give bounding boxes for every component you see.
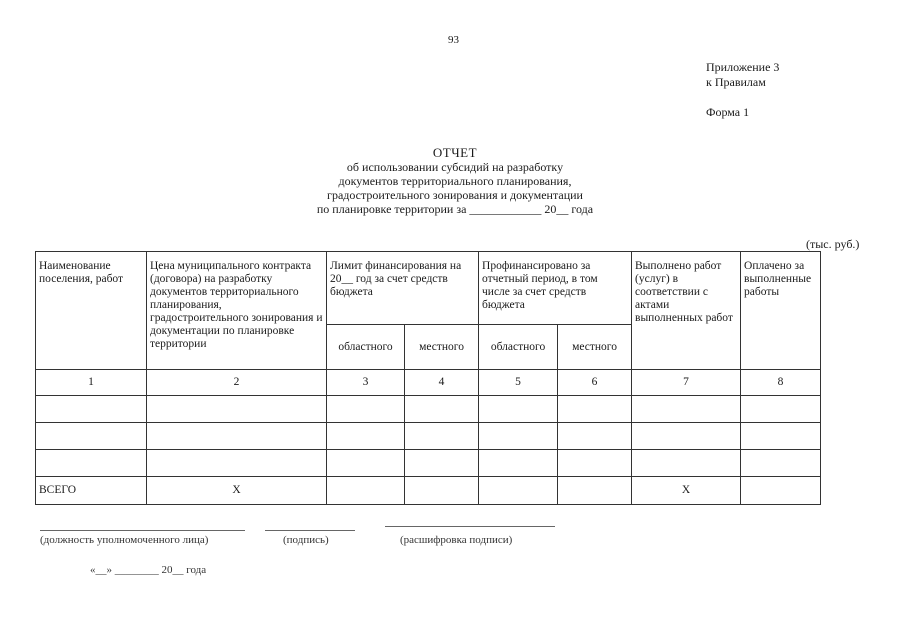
table-cell — [405, 423, 479, 450]
header-paid: Оплачено за выполненные работы — [741, 252, 821, 370]
table-cell — [147, 450, 327, 477]
table-cell — [327, 477, 405, 505]
table-cell — [479, 423, 558, 450]
total-row — [36, 477, 821, 505]
decoding-caption: (расшифровка подписи) — [400, 534, 513, 546]
table-cell — [405, 477, 479, 505]
table-row — [36, 423, 821, 450]
column-number: 4 — [405, 370, 479, 396]
report-title-main: ОТЧЕТ — [432, 145, 478, 160]
table-cell — [479, 396, 558, 423]
column-number: 2 — [147, 370, 327, 396]
table-cell — [632, 450, 741, 477]
units-label: (тыс. руб.) — [806, 237, 860, 251]
report-title — [250, 146, 660, 216]
column-number-row — [36, 370, 821, 396]
table-cell — [327, 423, 405, 450]
page-number: 93 — [448, 34, 459, 46]
table-cell — [741, 450, 821, 477]
header-financed: Профинансировано за отчетный период, в том числе за счет средств бюджета — [479, 252, 632, 325]
header-work-performed: Выполнено работ (услуг) в соответствии с актами выполненных работ — [632, 252, 741, 370]
table-cell — [147, 396, 327, 423]
report-title-line-2: документов территориального планирования, — [338, 174, 572, 188]
column-number: 5 — [479, 370, 558, 396]
appendix-line-1: Приложение 3 — [706, 60, 780, 74]
table-row — [36, 450, 821, 477]
table-cell — [147, 423, 327, 450]
table-cell — [405, 396, 479, 423]
position-caption: (должность уполномоченного лица) — [40, 534, 209, 546]
header-settlement: Наименование поселения, работ — [36, 252, 147, 370]
decoding-line — [385, 526, 555, 527]
table-cell — [405, 450, 479, 477]
report-table — [35, 251, 821, 505]
total-label: ВСЕГО — [36, 477, 147, 505]
table-cell — [558, 396, 632, 423]
table-cell — [479, 477, 558, 505]
subheader-financed-regional: областного — [479, 325, 558, 370]
header-contract-price: Цена муниципального контракта (договора) на разработку документов территориального планирования, градостроительного зонирования и документации по планировке территории — [147, 252, 327, 370]
table-cell — [741, 477, 821, 505]
form-label: Форма 1 — [706, 105, 750, 119]
table-cell — [558, 423, 632, 450]
table-cell — [327, 450, 405, 477]
signature-line — [265, 530, 355, 531]
table-cell — [632, 423, 741, 450]
report-title-line-3: градостроительного зонирования и документации — [327, 188, 583, 202]
total-contract-price: X — [147, 477, 327, 505]
table-cell — [558, 477, 632, 505]
position-line — [40, 530, 245, 531]
column-number: 8 — [741, 370, 821, 396]
table-cell — [479, 450, 558, 477]
appendix-line-2: к Правилам — [706, 75, 766, 89]
column-number: 3 — [327, 370, 405, 396]
report-title-line-1: об использовании субсидий на разработку — [346, 160, 564, 174]
header-funding-limit: Лимит финансирования на 20__ год за счет средств бюджета — [327, 252, 479, 325]
total-work-performed: X — [632, 477, 741, 505]
table-row — [36, 396, 821, 423]
table-cell — [36, 450, 147, 477]
column-number: 6 — [558, 370, 632, 396]
appendix-note — [706, 60, 779, 90]
column-number: 1 — [36, 370, 147, 396]
table-cell — [741, 423, 821, 450]
signature-caption: (подпись) — [283, 534, 329, 546]
subheader-limit-regional: областного — [327, 325, 405, 370]
date-line: «__» ________ 20__ года — [90, 564, 207, 576]
table-cell — [741, 396, 821, 423]
table-cell — [36, 423, 147, 450]
table-cell — [327, 396, 405, 423]
column-number: 7 — [632, 370, 741, 396]
subheader-financed-local: местного — [558, 325, 632, 370]
table-cell — [632, 396, 741, 423]
subheader-limit-local: местного — [405, 325, 479, 370]
table-cell — [36, 396, 147, 423]
report-title-line-4: по планировке территории за ____________ 20__ года — [316, 202, 594, 216]
table-header-row — [36, 252, 821, 325]
table-cell — [558, 450, 632, 477]
